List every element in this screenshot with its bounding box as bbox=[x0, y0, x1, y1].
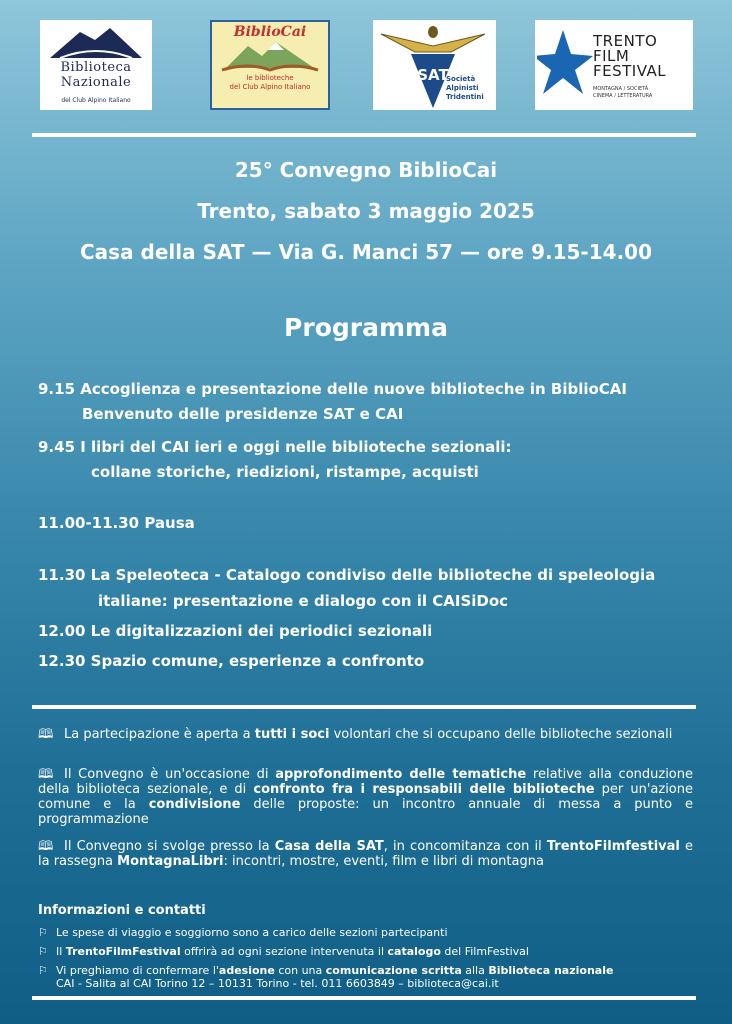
program-item: 9.15 Accoglienza e presentazione delle nuove biblioteche in BiblioCAI bbox=[38, 380, 627, 398]
program-item: 9.45 I libri del CAI ieri e oggi nelle biblioteche sezionali: bbox=[38, 438, 512, 456]
event-title: 25° Convegno BiblioCai bbox=[234, 158, 498, 182]
bn-title: Biblioteca Nazionale bbox=[60, 60, 132, 90]
book-icon: 🕮 bbox=[38, 839, 54, 854]
book-icon: 🕮 bbox=[38, 727, 54, 742]
tff-title: TRENTO FILM FESTIVAL bbox=[593, 32, 667, 80]
logo-bar bbox=[0, 20, 732, 112]
info-item: ⚐ Le spese di viaggio e soggiorno sono a carico delle sezioni partecipanti bbox=[38, 926, 448, 939]
sat-logo bbox=[373, 20, 496, 110]
program-item: 12.30 Spazio comune, esperienze a confronto bbox=[38, 652, 425, 670]
program-item: Benvenuto delle presidenze SAT e CAI bbox=[82, 405, 404, 423]
sat-text: Società Alpinisti Tridentini bbox=[446, 75, 484, 101]
sat-mark: SAT bbox=[417, 66, 449, 84]
info-title: Informazioni e contatti bbox=[38, 903, 206, 918]
note-purpose: 🕮 Il Convegno è un'occasione di approfondimento delle tematiche relative alla conduzione della biblioteca sezionale, e di confronto fra i responsabili delle biblioteche per un'azione comune e la condivisione delle proposte: un incontro annuale di messa a punto e programmazione bbox=[38, 767, 694, 827]
mountain-icon bbox=[40, 22, 152, 62]
divider bbox=[32, 996, 696, 1000]
divider bbox=[32, 133, 696, 137]
tff-subtitle: MONTAGNA / SOCIETÀ CINEMA / LETTERATURA bbox=[593, 86, 653, 99]
flag-icon: ⚐ bbox=[38, 945, 48, 958]
book-icon: 🕮 bbox=[38, 767, 54, 782]
event-date: Trento, sabato 3 maggio 2025 bbox=[197, 199, 535, 223]
trento-film-festival-logo bbox=[535, 20, 693, 110]
program-item: italiane: presentazione e dialogo con il CAISiDoc bbox=[98, 592, 509, 610]
note-participation: 🕮 La partecipazione è aperta a tutti i soci volontari che si occupano delle biblioteche sezionali bbox=[38, 727, 673, 742]
flag-icon: ⚐ bbox=[38, 964, 48, 977]
bc-subtitle: le biblioteche del Club Alpino Italiano bbox=[229, 74, 311, 91]
program-item: 12.00 Le digitalizzazioni dei periodici sezionali bbox=[38, 622, 433, 640]
biblioteca-nazionale-logo bbox=[40, 20, 152, 110]
program-item: 11.00-11.30 Pausa bbox=[38, 514, 195, 532]
event-venue: Casa della SAT — Via G. Manci 57 — ore 9.15-14.00 bbox=[79, 240, 652, 264]
info-item: ⚐ Il TrentoFilmFestival offrirà ad ogni sezione intervenuta il catalogo del FilmFestival bbox=[38, 945, 529, 958]
divider bbox=[32, 705, 696, 709]
flag-icon: ⚐ bbox=[38, 926, 48, 939]
bn-subtitle: del Club Alpino Italiano bbox=[61, 97, 131, 104]
open-book-icon bbox=[212, 40, 328, 74]
program-heading: Programma bbox=[284, 313, 448, 342]
info-item-contact: ⚐ Vi preghiamo di confermare l'adesione con una comunicazione scritta alla Biblioteca nazionale CAI - Salita al CAI Torino 12 – 10131 Torino - tel. 011 6603849 – biblioteca@cai.it bbox=[38, 964, 698, 990]
note-venue: 🕮 Il Convegno si svolge presso la Casa della SAT, in concomitanza con il TrentoFilmfestival e la rassegna MontagnaLibri: incontri, mostre, eventi, film e libri di montagna bbox=[38, 839, 694, 869]
bibliocai-logo bbox=[210, 20, 330, 110]
contact-details: CAI - Salita al CAI Torino 12 – 10131 Torino - tel. 011 6603849 – biblioteca@cai.it bbox=[56, 977, 499, 990]
bc-title: BiblioCai bbox=[233, 24, 307, 40]
star-icon bbox=[537, 30, 595, 100]
program-item: collane storiche, riedizioni, ristampe, acquisti bbox=[91, 463, 479, 481]
program-item: 11.30 La Speleoteca - Catalogo condiviso delle biblioteche di speleologia bbox=[38, 566, 656, 584]
